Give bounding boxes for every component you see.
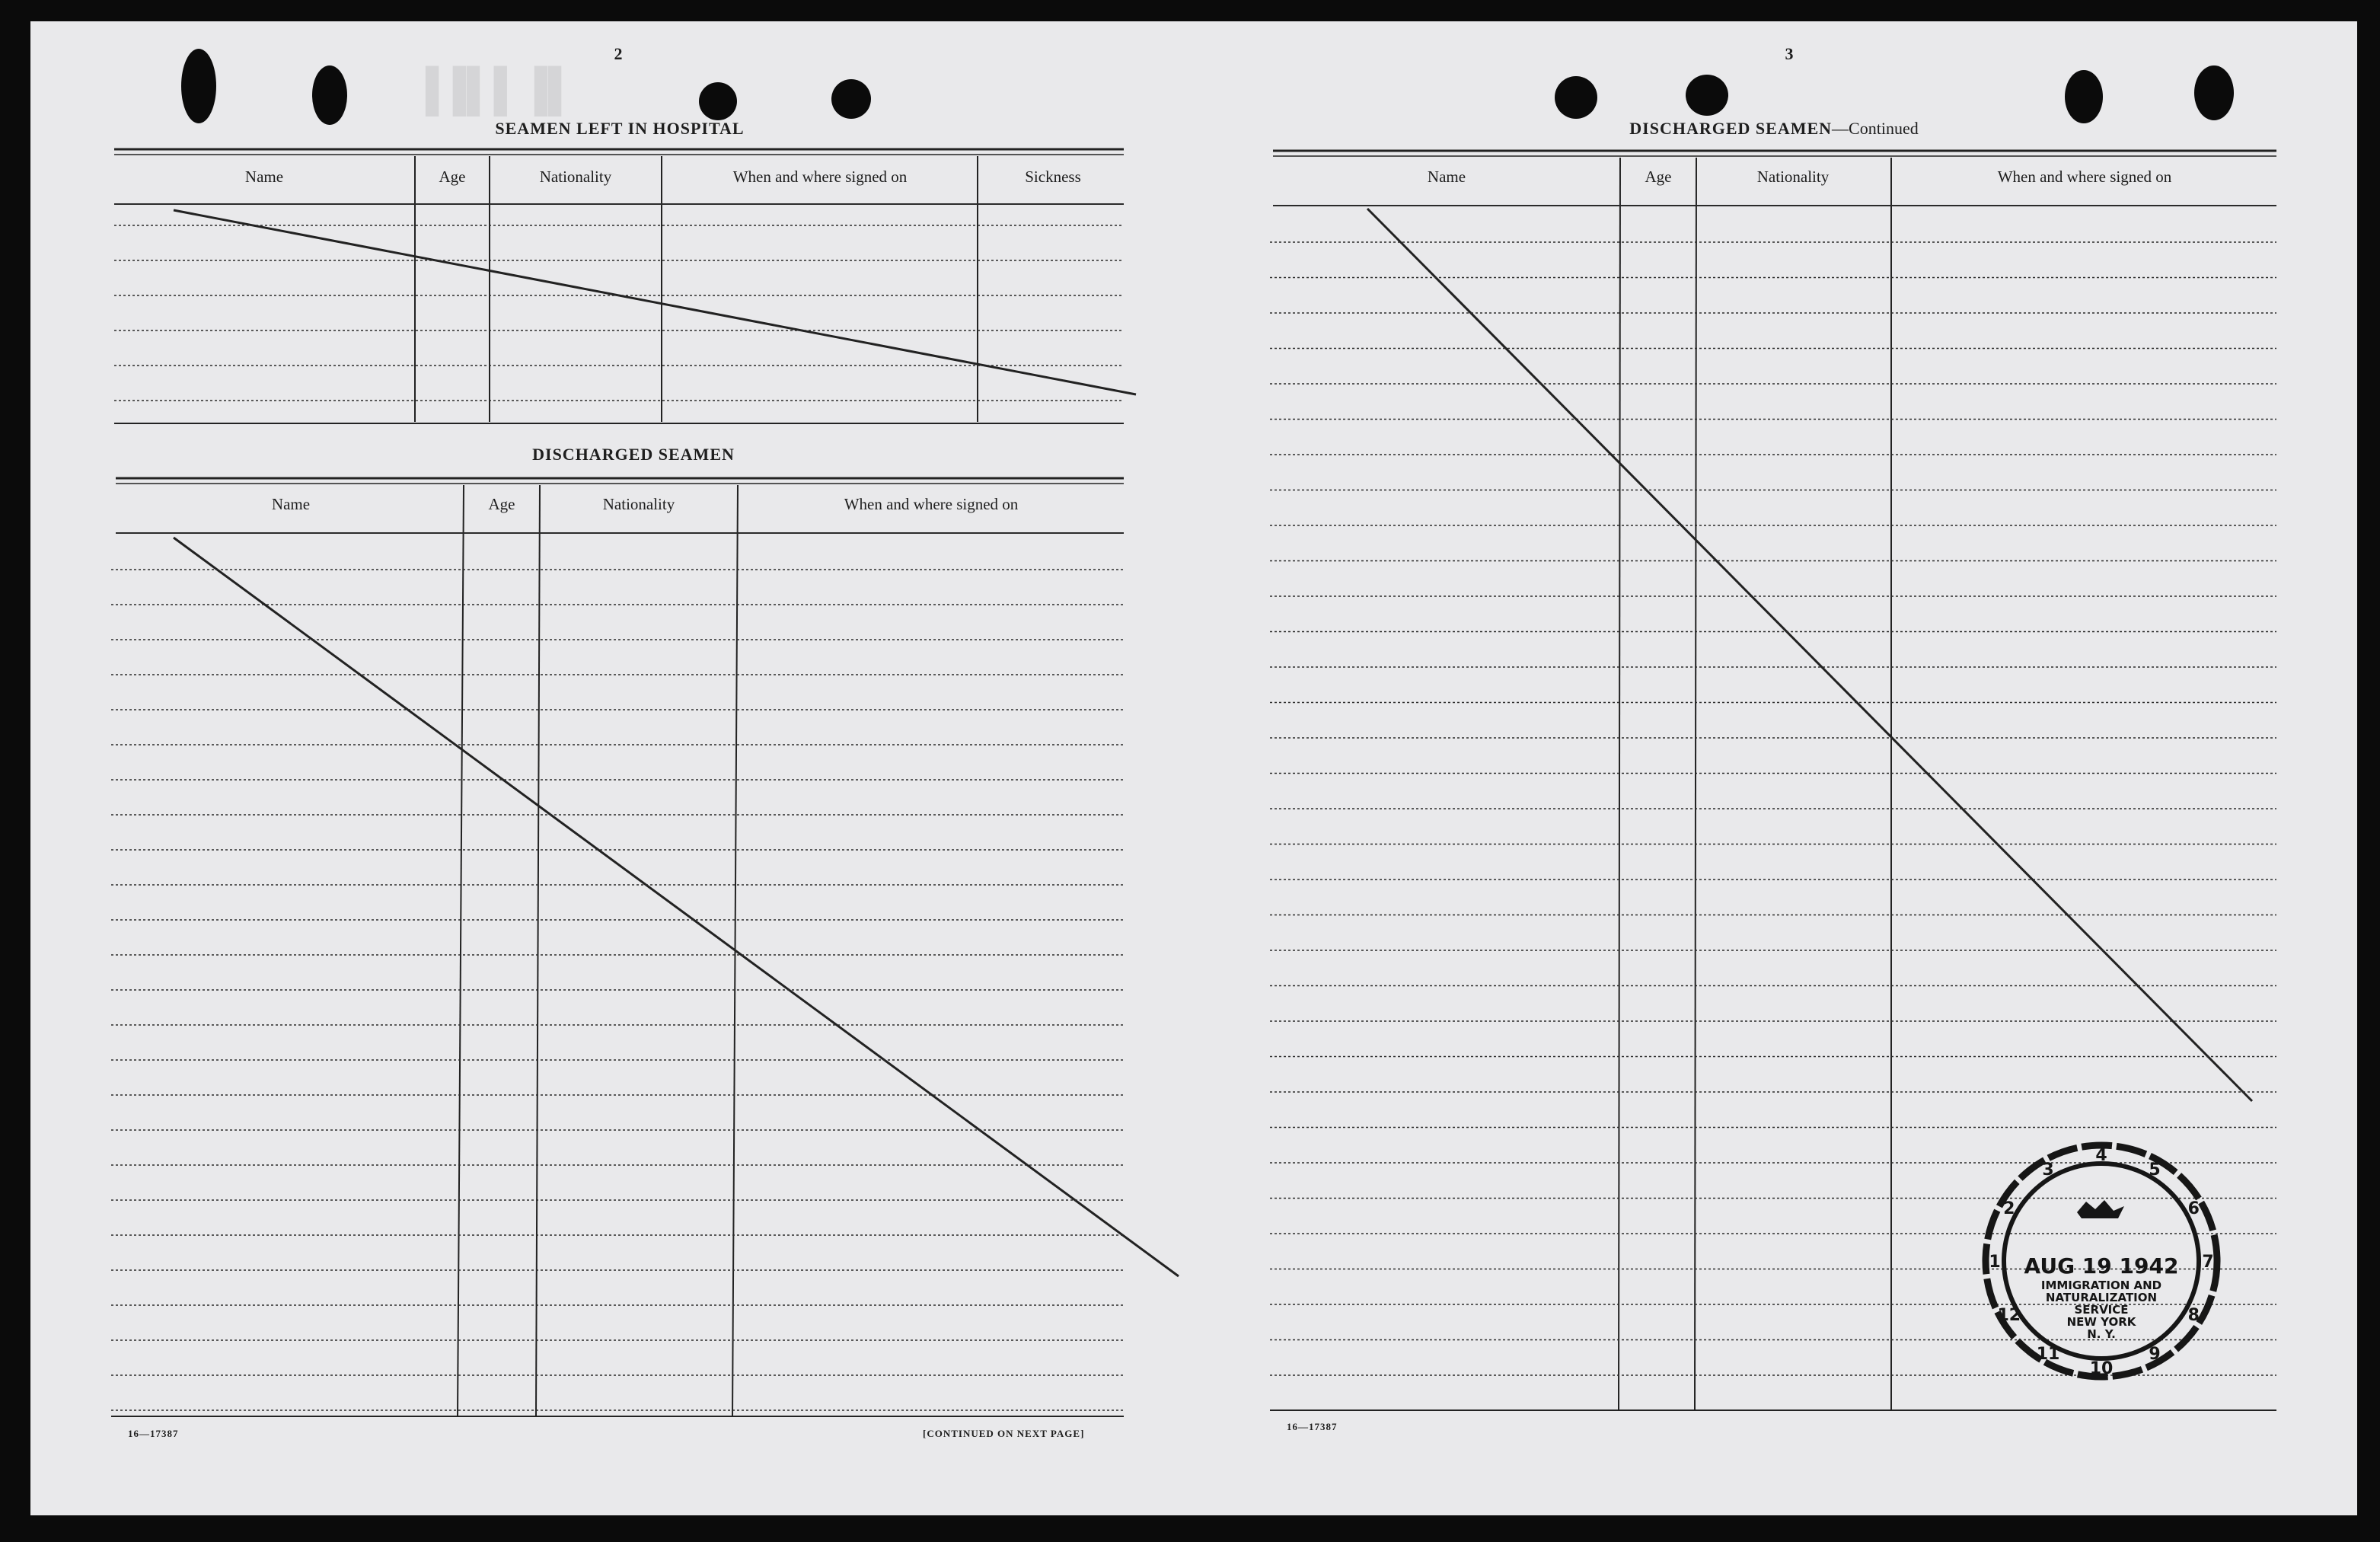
stamp-date: AUG 19 1942 (2024, 1253, 2179, 1279)
stamp-ring-number: 11 (2036, 1345, 2060, 1365)
stamp-ring-number: 8 (2187, 1306, 2200, 1325)
hospital-header-signed-on: When and where signed on (732, 168, 908, 186)
eagle-emblem (2077, 1200, 2124, 1218)
hospital-header-nationality: Nationality (539, 168, 612, 186)
right-header-signed-on: When and where signed on (1997, 168, 2172, 186)
right-header-age: Age (1645, 168, 1672, 186)
stamp-line: N. Y. (2087, 1327, 2116, 1341)
form-number-right: 16—17387 (1287, 1421, 1338, 1432)
stamp-line: IMMIGRATION AND (2040, 1279, 2162, 1292)
hospital-header-age: Age (439, 168, 466, 186)
form-number-left: 16—17387 (128, 1428, 179, 1439)
discharged-header-name: Name (271, 495, 311, 513)
stamp-ring-number: 12 (1997, 1306, 2021, 1325)
discharged-header-nationality: Nationality (602, 495, 675, 513)
right-header-nationality: Nationality (1756, 168, 1830, 186)
discharged-header-age: Age (488, 495, 515, 513)
stamp-line: NATURALIZATION (2045, 1291, 2158, 1304)
stamp-line: SERVICE (2074, 1303, 2129, 1317)
stamp-line: NEW YORK (2066, 1315, 2136, 1329)
stamp-text (2001, 1279, 2202, 1340)
page-number-right: 3 (1785, 44, 1794, 63)
page-number-left: 2 (614, 44, 623, 63)
stamp-ring-number: 5 (2149, 1160, 2161, 1180)
discharged-continued-title-suffix: —Continued (1832, 119, 1919, 138)
discharged-section-title: DISCHARGED SEAMEN (532, 445, 735, 464)
bleed-through-mark: ▐▌▐▐▌▌ (411, 67, 575, 117)
hospital-section-title: SEAMEN LEFT IN HOSPITAL (495, 119, 745, 138)
stamp-ring-number: 4 (2095, 1146, 2107, 1165)
hospital-header-name: Name (244, 168, 284, 186)
stamp-ring-number: 10 (2089, 1359, 2114, 1378)
stamp-ring-number: 6 (2187, 1199, 2200, 1218)
stamp-ring-number: 1 (1989, 1253, 2001, 1272)
hospital-header-sickness: Sickness (1025, 168, 1081, 186)
right-header-name: Name (1427, 168, 1466, 186)
stamp-ring-number: 9 (2149, 1345, 2161, 1365)
stamp-ring-number: 3 (2042, 1160, 2054, 1180)
stamp-ring-number: 7 (2202, 1253, 2214, 1272)
discharged-continued-title-main: DISCHARGED SEAMEN (1629, 119, 1833, 138)
continued-note: [CONTINUED ON NEXT PAGE] (923, 1428, 1085, 1439)
discharged-header-signed-on: When and where signed on (844, 495, 1019, 513)
stamp-ring-number: 2 (2003, 1199, 2015, 1218)
